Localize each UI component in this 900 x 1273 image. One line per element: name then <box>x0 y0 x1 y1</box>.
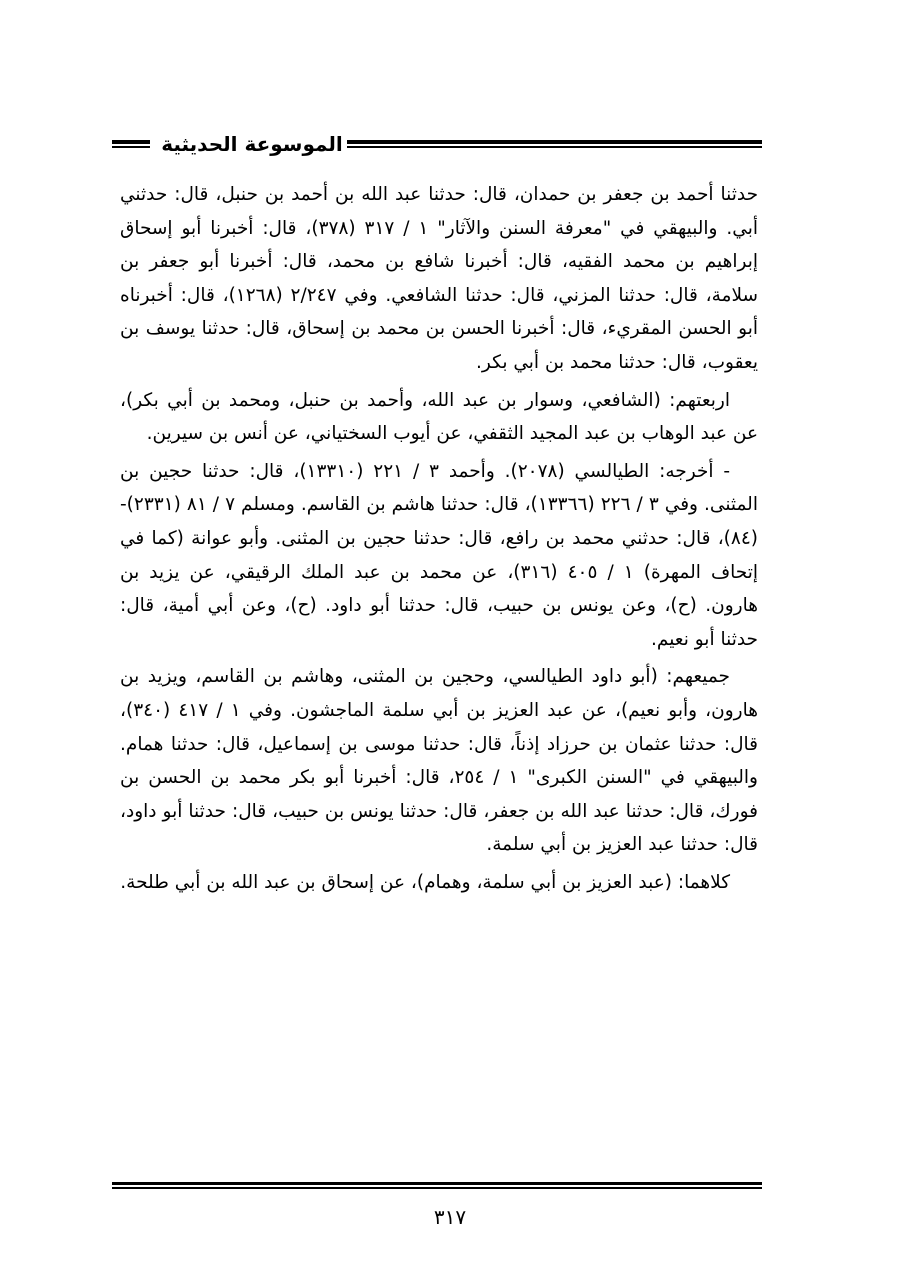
paragraph-four-narrators: اربعتهم: (الشافعي، وسوار بن عبد الله، وأحمد بن حنبل، ومحمد بن أبي بكر)، عن عبد الوهاب بن عبد المجيد الثقفي، عن أيوب السختياني، عن أنس بن سيرين. <box>120 389 758 445</box>
running-header <box>112 124 762 164</box>
paragraph-all-narrators: جميعهم: (أبو داود الطيالسي، وحجين بن المثنى، وهاشم بن القاسم، ويزيد بن هارون، وأبو نعيم)، عن عبد العزيز بن أبي سلمة الماجشون. وفي ١ / ٤١٧ (٣٤٠)، قال: حدثنا عثمان بن حرزاد إذناً، قال: حدثنا موسى بن إسماعيل، قال: حدثنا همام. والبيهقي في "السنن الكبرى" ١ / ٢٥٤، قال: أخبرنا أبو بكر محمد بن الحسن بن فورك، قال: حدثنا عبد الله بن جعفر، قال: حدثنا يونس بن حبيب، قال: حدثنا أبو داود، قال: حدثنا عبد العزيز بن أبي سلمة. <box>120 666 758 856</box>
body-text <box>120 178 758 903</box>
paragraph-chain-continuation: حدثنا أحمد بن جعفر بن حمدان، قال: حدثنا عبد الله بن أحمد بن حنبل، قال: حدثني أبي. والبيهقي في "معرفة السنن والآثار" ١ / ٣١٧ (٣٧٨)، قال: أخبرنا أبو إسحاق إبراهيم بن محمد الفقيه، قال: أخبرنا شافع بن محمد، قال: أخبرنا أبو جعفر بن سلامة، قال: حدثنا المزني، قال: حدثنا الشافعي. وفي ٢/٢٤٧ (١٢٦٨)، قال: أخبرناه أبو الحسن المقريء، قال: أخبرنا الحسن بن محمد بن إسحاق، قال: حدثنا يوسف بن يعقوب، قال: حدثنا محمد بن أبي بكر. <box>120 184 758 373</box>
header-rule-right <box>347 140 762 148</box>
header-title: الموسوعة الحديثية <box>161 132 343 156</box>
paragraph-takhrij: - أخرجه: الطيالسي (٢٠٧٨). وأحمد ٣ / ٢٢١ (١٣٣١٠)، قال: حدثنا حجين بن المثنى. وفي ٣ / ٢٢٦ (١٣٣٦٦)، قال: حدثنا هاشم بن القاسم. ومسلم ٧ / ٨١ (٢٣٣١)-(٨٤)، قال: حدثني محمد بن رافع، قال: حدثنا حجين بن المثنى. وأبو عوانة (كما في إتحاف المهرة) ١ / ٤٠٥ (٣١٦)، عن محمد بن عبد الملك الرقيقي، عن يزيد بن هارون. (ح)، وعن يونس بن حبيب، قال: حدثنا أبو داود. (ح)، وعن أبي أمية، قال: حدثنا أبو نعيم. <box>120 460 758 650</box>
paragraph-both-narrators: كلاهما: (عبد العزيز بن أبي سلمة، وهمام)، عن إسحاق بن عبد الله بن أبي طلحة. <box>120 871 730 893</box>
footer-rule <box>112 1182 762 1189</box>
page-number: ٣١٧ <box>433 1205 467 1229</box>
header-rule-left <box>112 140 150 148</box>
